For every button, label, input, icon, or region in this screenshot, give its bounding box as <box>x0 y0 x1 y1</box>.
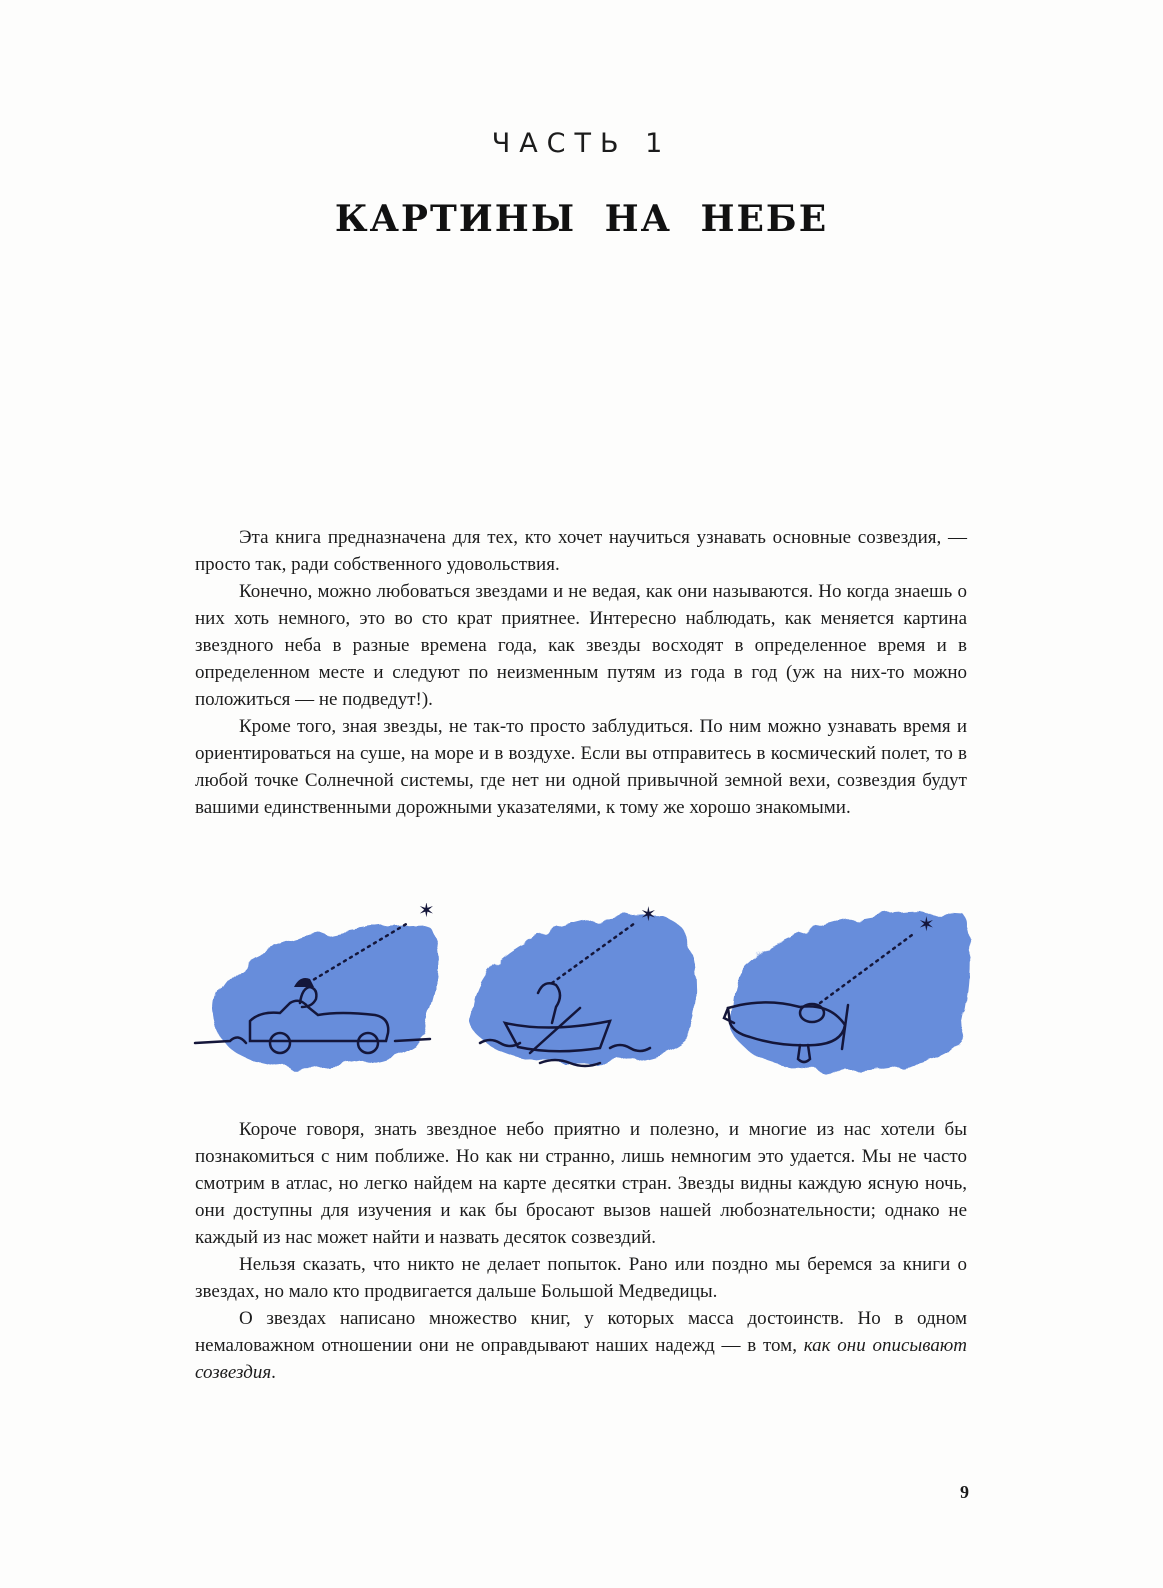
paragraph-text: О звездах написано множество книг, у которых масса достоинств. Но в одном немаловажном отношении они не оправдывают наших надежд — в том, <box>195 1308 967 1356</box>
airplane-panel <box>724 910 974 1072</box>
star-icon: ✶ <box>418 903 435 922</box>
boat-panel <box>472 904 697 1066</box>
main-text <box>195 1116 967 1386</box>
paragraph <box>195 1305 967 1386</box>
star-icon: ✶ <box>918 914 935 936</box>
intro-text <box>195 524 967 821</box>
paragraph: Короче говоря, знать звездное небо приятно и полезно, и многие из нас хотели бы познакомиться с ним поближе. Но как ни странно, лишь немногим это удается. Мы не часто смотрим в атлас, но легко найдем на карте десятки стран. Звезды видны каждую ясную ночь, они доступны для изучения и как бы бросают вызов нашей любознательности; однако не каждый из нас может найти и назвать десяток созвездий. <box>195 1119 967 1248</box>
star-icon: ✶ <box>640 904 657 926</box>
paragraph-end: . <box>271 1362 276 1383</box>
sky-wash <box>732 910 974 1072</box>
illustrations-svg <box>190 903 990 1093</box>
paragraph: Кроме того, зная звезды, не так-то просто заблудиться. По ним можно узнавать время и ориентироваться на суше, на море и в воздухе. Если вы отправитесь в космический полет, то в любой точке Солнечной системы, где нет ни одной привычной земной вехи, созвездия будут вашими единственными дорожными указателями, к тому же хорошо знакомыми. <box>195 716 967 818</box>
part-label: ЧАСТЬ 1 <box>491 128 672 159</box>
sky-wash <box>213 921 442 1068</box>
navigation-illustrations <box>190 903 990 1093</box>
page-number: 9 <box>960 1482 969 1502</box>
part-title: КАРТИНЫ НА НЕБЕ <box>334 198 829 240</box>
emphasis-text: как они описывают созвездия <box>195 1335 967 1383</box>
paragraph: Эта книга предназначена для тех, кто хочет научиться узнавать основные созвездия, — просто так, ради собственного удовольствия. <box>195 527 967 575</box>
paragraph: Конечно, можно любоваться звездами и не ведая, как они называются. Но когда знаешь о них хоть немного, это во сто крат приятнее. Интересно наблюдать, как меняется картина звездного неба в разные времена года, как звезды восходят в определенное время и в определенном месте и следуют по неизменным путям из года в год (уж на них-то можно положиться — не подведут!). <box>195 581 967 710</box>
car-panel <box>195 903 442 1068</box>
paragraph: Нельзя сказать, что никто не делает попыток. Рано или поздно мы беремся за книги о звездах, но мало кто продвигается дальше Большой Медведицы. <box>195 1254 967 1302</box>
sky-wash <box>472 913 697 1063</box>
